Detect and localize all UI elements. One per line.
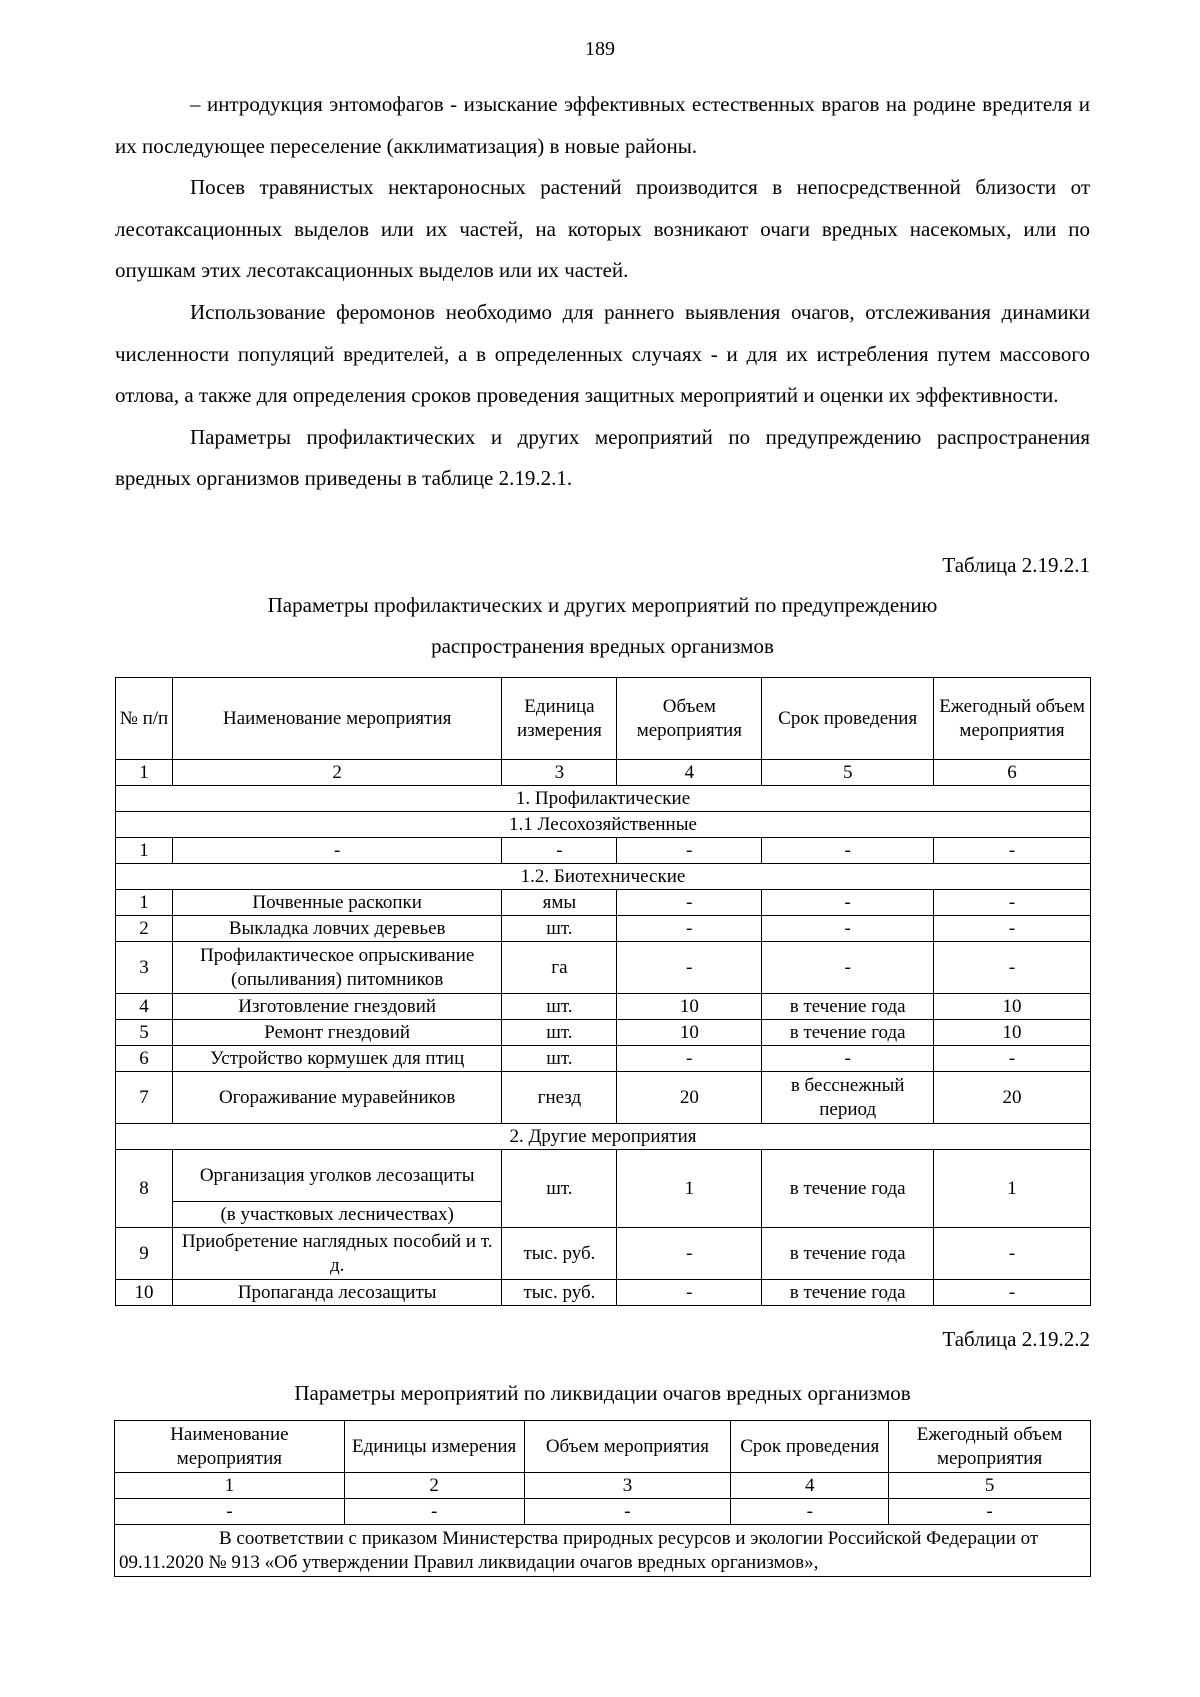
- table-row: [116, 838, 1091, 864]
- table-cell: в течение года: [762, 1150, 934, 1228]
- table2-caption: Таблица 2.19.2.2: [942, 1327, 1090, 1351]
- table-cell: шт.: [502, 916, 617, 942]
- table1-section-row: [116, 812, 1091, 838]
- table-cell: шт.: [502, 1150, 617, 1228]
- table-cell: -: [762, 890, 934, 916]
- table-cell: 2: [116, 916, 173, 942]
- table-cell: -: [934, 1228, 1091, 1280]
- table-cell: (в участковых лесничествах): [172, 1202, 502, 1228]
- table-cell: тыс. руб.: [502, 1280, 617, 1306]
- table-cell: 8: [116, 1150, 173, 1228]
- table2-col-number: 1: [115, 1473, 345, 1499]
- table-cell: 6: [116, 1046, 173, 1072]
- table-cell: -: [344, 1499, 524, 1525]
- table1-title-line2: распространения вредных организмов: [431, 634, 774, 658]
- table-cell: -: [617, 1280, 762, 1306]
- table-cell: -: [762, 1046, 934, 1072]
- table2-col-number: 2: [344, 1473, 524, 1499]
- table-cell: в течение года: [762, 1280, 934, 1306]
- table2-header-cell: Объем мероприятия: [524, 1421, 731, 1473]
- table-cell: 10: [934, 1020, 1091, 1046]
- table1-header-cell: Ежегодный объем мероприятия: [934, 678, 1091, 760]
- table-cell: -: [762, 916, 934, 942]
- section-preventive: 1. Профилактические: [116, 786, 1091, 812]
- table-row: [116, 1280, 1091, 1306]
- table-cell: га: [502, 942, 617, 994]
- table-row: [116, 1046, 1091, 1072]
- table2-header-row: [115, 1421, 1091, 1473]
- table-row: [116, 916, 1091, 942]
- paragraph-3: Использование феромонов необходимо для раннего выявления очагов, отслеживания динамики численности популяций вредителей, а в определенных случаях - и для их истребления путем массового отлова, а также для определения сроков проведения защитных мероприятий и оценки их эффективности.: [115, 299, 1090, 408]
- table-cell: -: [762, 838, 934, 864]
- table-cell: 10: [934, 994, 1091, 1020]
- table-cell: -: [617, 838, 762, 864]
- table1-header-cell: Единица измерения: [502, 678, 617, 760]
- table1-col-number: 6: [934, 760, 1091, 786]
- table2-note: В соответствии с приказом Министерства природных ресурсов и экологии Российской Федерации от 09.11.2020 № 913 «Об утверждении Правил ликвидации очагов вредных организмов»,: [115, 1525, 1091, 1577]
- table2-col-number: 4: [731, 1473, 889, 1499]
- table1-header-row: [116, 678, 1091, 760]
- section-other: 2. Другие мероприятия: [116, 1124, 1091, 1150]
- table1-column-numbers-row: [116, 760, 1091, 786]
- table-cell: в течение года: [762, 994, 934, 1020]
- table-row: [116, 1020, 1091, 1046]
- table-cell: 10: [617, 994, 762, 1020]
- table-cell: 1: [617, 1150, 762, 1228]
- table-cell: -: [934, 916, 1091, 942]
- table-cell: -: [934, 838, 1091, 864]
- table1-header-cell: Наименование мероприятия: [172, 678, 502, 760]
- table-cell: -: [762, 942, 934, 994]
- table-cell: Изготовление гнездовий: [172, 994, 502, 1020]
- table-cell: Выкладка ловчих деревьев: [172, 916, 502, 942]
- table-cell: -: [115, 1499, 345, 1525]
- table-cell: -: [617, 942, 762, 994]
- table-row: [116, 1150, 1091, 1202]
- table2-title: Параметры мероприятий по ликвидации очагов вредных организмов: [294, 1381, 911, 1405]
- table-cell: -: [934, 942, 1091, 994]
- table-cell: Огораживание муравейников: [172, 1072, 502, 1124]
- body-text: [115, 84, 1090, 500]
- table-cell: в течение года: [762, 1228, 934, 1280]
- table1-section-row: [116, 864, 1091, 890]
- table-cell: ямы: [502, 890, 617, 916]
- table1-section-row: [116, 786, 1091, 812]
- table-cell: 7: [116, 1072, 173, 1124]
- section-forestry: 1.1 Лесохозяйственные: [116, 812, 1091, 838]
- table1-section-row: [116, 1124, 1091, 1150]
- table-cell: Организация уголков лесозащиты: [172, 1150, 502, 1202]
- table-cell: 4: [116, 994, 173, 1020]
- table2-header-cell: Срок проведения: [731, 1421, 889, 1473]
- table-cell: 5: [116, 1020, 173, 1046]
- table1-header-cell: № п/п: [116, 678, 173, 760]
- table-cell: 3: [116, 942, 173, 994]
- table-row: [116, 890, 1091, 916]
- table-cell: в течение года: [762, 1020, 934, 1046]
- table-row: [116, 1072, 1091, 1124]
- table-cell: шт.: [502, 994, 617, 1020]
- table2-header-cell: Единицы измерения: [344, 1421, 524, 1473]
- table-cell: в бесснежный период: [762, 1072, 934, 1124]
- table-cell: -: [934, 1046, 1091, 1072]
- table-cell: тыс. руб.: [502, 1228, 617, 1280]
- table1-header-cell: Объем мероприятия: [617, 678, 762, 760]
- table-cell: Профилактическое опрыскивание (опыливания) питомников: [172, 942, 502, 994]
- table-row: [116, 942, 1091, 994]
- table-row: [116, 994, 1091, 1020]
- table2-header-cell: Ежегодный объем мероприятия: [889, 1421, 1091, 1473]
- table2-header-cell: Наименование мероприятия: [115, 1421, 345, 1473]
- table-cell: 10: [116, 1280, 173, 1306]
- table-cell: -: [502, 838, 617, 864]
- table2-col-number: 3: [524, 1473, 731, 1499]
- table2-column-numbers-row: [115, 1473, 1091, 1499]
- table-cell: -: [889, 1499, 1091, 1525]
- table-cell: 1: [116, 838, 173, 864]
- table-cell: Почвенные раскопки: [172, 890, 502, 916]
- table1-title: [115, 585, 1090, 667]
- table-row: [115, 1499, 1091, 1525]
- table1-caption: Таблица 2.19.2.1: [942, 553, 1090, 577]
- table1: [115, 677, 1091, 1306]
- paragraph-1: – интродукция энтомофагов - изыскание эффективных естественных врагов на родине вредителя и их последующее переселение (акклиматизация) в новые районы.: [115, 92, 1090, 158]
- table-cell: Устройство кормушек для птиц: [172, 1046, 502, 1072]
- table-cell: -: [172, 838, 502, 864]
- table-cell: Приобретение наглядных пособий и т. д.: [172, 1228, 502, 1280]
- table-cell: -: [617, 1228, 762, 1280]
- table-cell: 10: [617, 1020, 762, 1046]
- table-cell: 20: [617, 1072, 762, 1124]
- table-cell: 1: [116, 890, 173, 916]
- table-cell: 1: [934, 1150, 1091, 1228]
- table-cell: 20: [934, 1072, 1091, 1124]
- table-cell: шт.: [502, 1046, 617, 1072]
- table-cell: -: [617, 1046, 762, 1072]
- table1-col-number: 1: [116, 760, 173, 786]
- table1-col-number: 4: [617, 760, 762, 786]
- table1-col-number: 2: [172, 760, 502, 786]
- table2: [114, 1420, 1091, 1577]
- table-cell: гнезд: [502, 1072, 617, 1124]
- table-cell: 9: [116, 1228, 173, 1280]
- table1-header-cell: Срок проведения: [762, 678, 934, 760]
- table1-col-number: 5: [762, 760, 934, 786]
- table-cell: -: [617, 890, 762, 916]
- table-cell: -: [731, 1499, 889, 1525]
- paragraph-2: Посев травянистых нектароносных растений производится в непосредственной близости от лесотаксационных выделов или их частей, на которых возникают очаги вредных насекомых, или по опушкам этих лесотаксационных выделов или их частей.: [115, 175, 1090, 283]
- table2-col-number: 5: [889, 1473, 1091, 1499]
- table1-col-number: 3: [502, 760, 617, 786]
- table-cell: -: [934, 890, 1091, 916]
- section-biotechnical: 1.2. Биотехнические: [116, 864, 1091, 890]
- table-cell: Ремонт гнездовий: [172, 1020, 502, 1046]
- table-cell: Пропаганда лесозащиты: [172, 1280, 502, 1306]
- table1-title-line1: Параметры профилактических и других мероприятий по предупреждению: [267, 593, 938, 617]
- table-cell: -: [934, 1280, 1091, 1306]
- table-row: [116, 1228, 1091, 1280]
- table-cell: -: [524, 1499, 731, 1525]
- table-cell: шт.: [502, 1020, 617, 1046]
- table-cell: -: [617, 916, 762, 942]
- table2-note-row: [115, 1525, 1091, 1577]
- page-number: 189: [585, 38, 615, 60]
- paragraph-4: Параметры профилактических и других мероприятий по предупреждению распространения вредных организмов приведены в таблице 2.19.2.1.: [115, 424, 1090, 491]
